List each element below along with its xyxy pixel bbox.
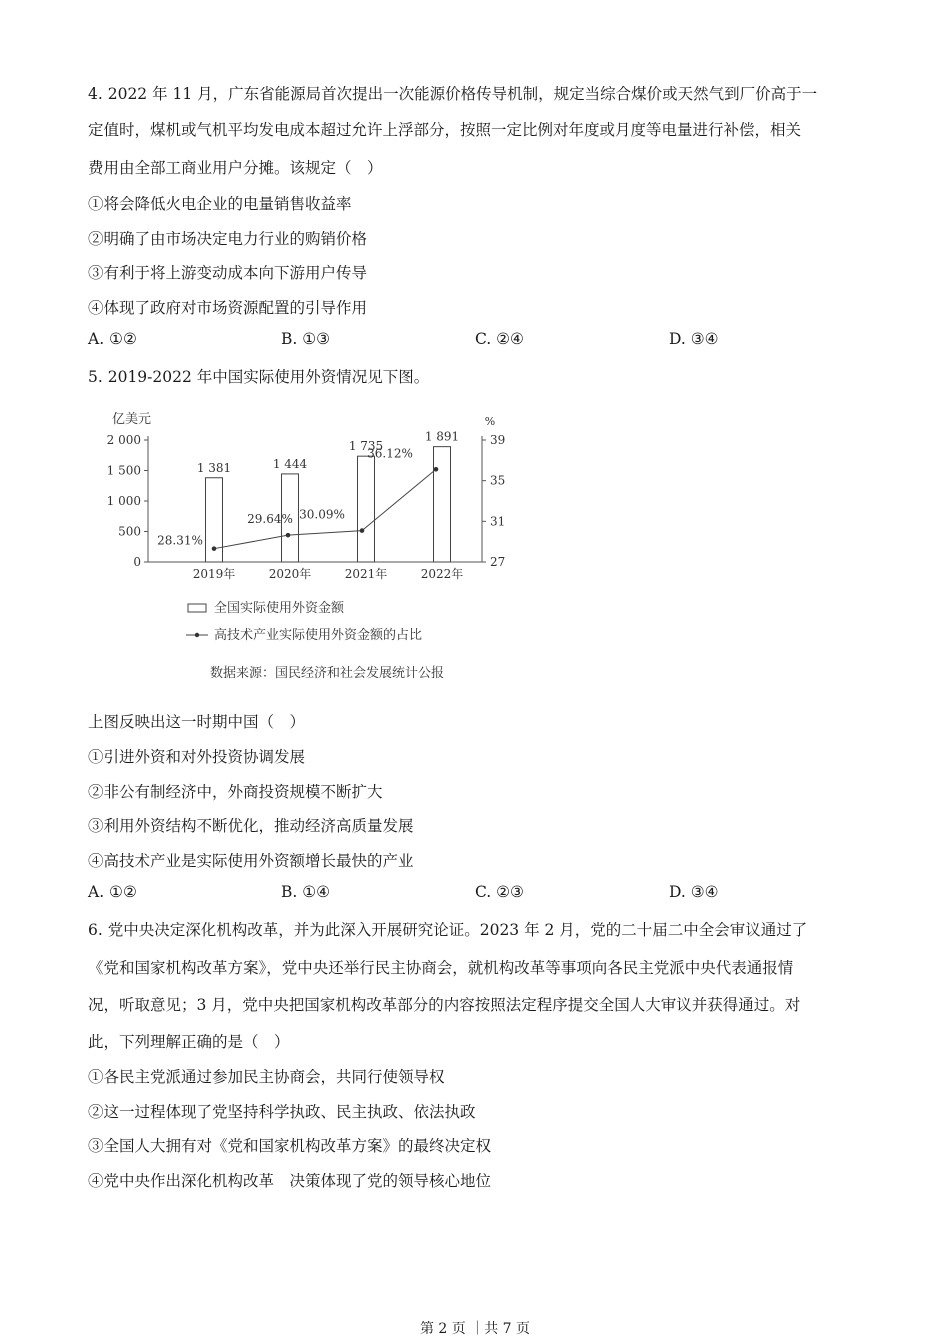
- q6-stem-line-4: 此，下列理解正确的是（ ）: [88, 1033, 290, 1051]
- q5-statement-4: ④高技术产业是实际使用外资额增长最快的产业: [88, 852, 414, 870]
- line-point: [286, 533, 291, 538]
- bar: [358, 456, 375, 562]
- q5-option-d[interactable]: D. ③④: [669, 883, 719, 901]
- q4-stem-line-1: 4. 2022 年 11 月，广东省能源局首次提出一次能源价格传导机制，规定当综合煤价或天然气到厂价高于一: [88, 85, 818, 103]
- line-point: [360, 528, 365, 533]
- q4-stem-line-2: 定值时，煤机或气机平均发电成本超过允许上浮部分，按照一定比例对年度或月度等电量进行补偿，相关: [88, 121, 802, 139]
- q6-stem-line-3: 况，听取意见；3 月，党中央把国家机构改革部分的内容按照法定程序提交全国人大审议并获得通过。对: [88, 996, 801, 1014]
- q4-option-c[interactable]: C. ②④: [475, 330, 524, 348]
- category-label: 2022年: [420, 567, 464, 581]
- page-footer: 第 2 页 ｜共 7 页: [419, 1321, 531, 1337]
- legend-bar-label: 全国实际使用外资金额: [214, 601, 345, 616]
- left-tick-label: 1 500: [106, 463, 141, 478]
- q6-statement-4: ④党中央作出深化机构改革 决策体现了党的领导核心地位: [88, 1172, 492, 1190]
- left-tick-label: 0: [133, 555, 141, 569]
- left-tick-label: 1 000: [106, 494, 141, 508]
- data-source: 数据来源：国民经济和社会发展统计公报: [210, 666, 445, 681]
- q4-statement-4: ④体现了政府对市场资源配置的引导作用: [88, 299, 368, 317]
- q5-statement-2: ②非公有制经济中，外商投资规模不断扩大: [88, 783, 383, 801]
- bar: [434, 447, 451, 562]
- line-point: [434, 467, 439, 472]
- right-axis-unit: %: [484, 415, 496, 428]
- bar-value-label: 1 891: [424, 429, 460, 444]
- q6-stem-line-1: 6. 党中央决定深化机构改革，并为此深入开展研究论证。2023 年 2 月，党的二十届二中全会审议通过了: [88, 921, 808, 939]
- q5-option-b[interactable]: B. ①④: [281, 883, 331, 901]
- line-value-label: 36.12%: [367, 446, 413, 461]
- right-tick-label: 35: [490, 473, 506, 488]
- legend-bar-swatch: [188, 604, 206, 612]
- right-tick-label: 31: [490, 514, 506, 529]
- category-label: 2020年: [268, 567, 312, 581]
- line-value-label: 30.09%: [299, 507, 345, 522]
- fdi-chart: [98, 405, 518, 695]
- q5-stem-after: 上图反映出这一时期中国（ ）: [88, 713, 306, 731]
- category-label: 2021年: [344, 567, 388, 581]
- q5-stem-line-1: 5. 2019-2022 年中国实际使用外资情况见下图。: [88, 368, 430, 386]
- q4-option-a[interactable]: A. ①②: [88, 330, 137, 348]
- q4-stem-line-3: 费用由全部工商业用户分摊。该规定（ ）: [88, 159, 383, 177]
- q5-option-a[interactable]: A. ①②: [88, 883, 137, 901]
- bar-value-label: 1 735: [348, 439, 384, 454]
- q6-statement-3: ③全国人大拥有对《党和国家机构改革方案》的最终决定权: [88, 1137, 492, 1155]
- q4-statement-1: ①将会降低火电企业的电量销售收益率: [88, 195, 352, 213]
- q5-option-c[interactable]: C. ②③: [475, 883, 524, 901]
- left-tick-label: 500: [118, 524, 141, 539]
- q4-option-d[interactable]: D. ③④: [669, 330, 719, 348]
- left-tick-label: 2 000: [106, 433, 141, 447]
- q6-statement-1: ①各民主党派通过参加民主协商会，共同行使领导权: [88, 1068, 445, 1086]
- q4-option-b[interactable]: B. ①③: [281, 330, 331, 348]
- q4-statement-2: ②明确了由市场决定电力行业的购销价格: [88, 230, 368, 248]
- q6-stem-line-2: 《党和国家机构改革方案》，党中央还举行民主协商会，就机构改革等事项向各民主党派中央代表通报情: [88, 959, 794, 977]
- legend-line-marker: [195, 633, 199, 637]
- bar-value-label: 1 444: [272, 456, 308, 471]
- q6-statement-2: ②这一过程体现了党坚持科学执政、民主执政、依法执政: [88, 1103, 476, 1121]
- right-tick-label: 39: [490, 433, 506, 447]
- legend-line-label: 高技术产业实际使用外资金额的占比: [214, 628, 423, 643]
- line-value-label: 29.64%: [247, 512, 293, 527]
- line-point: [212, 546, 217, 551]
- q5-statement-3: ③利用外资结构不断优化，推动经济高质量发展: [88, 817, 414, 835]
- category-label: 2019年: [192, 567, 236, 581]
- q4-statement-3: ③有利于将上游变动成本向下游用户传导: [88, 264, 368, 282]
- left-axis-unit: 亿美元: [112, 412, 152, 427]
- right-tick-label: 27: [490, 555, 506, 569]
- q5-statement-1: ①引进外资和对外投资协调发展: [88, 748, 306, 766]
- bar-value-label: 1 381: [196, 460, 232, 475]
- line-value-label: 28.31%: [157, 533, 203, 548]
